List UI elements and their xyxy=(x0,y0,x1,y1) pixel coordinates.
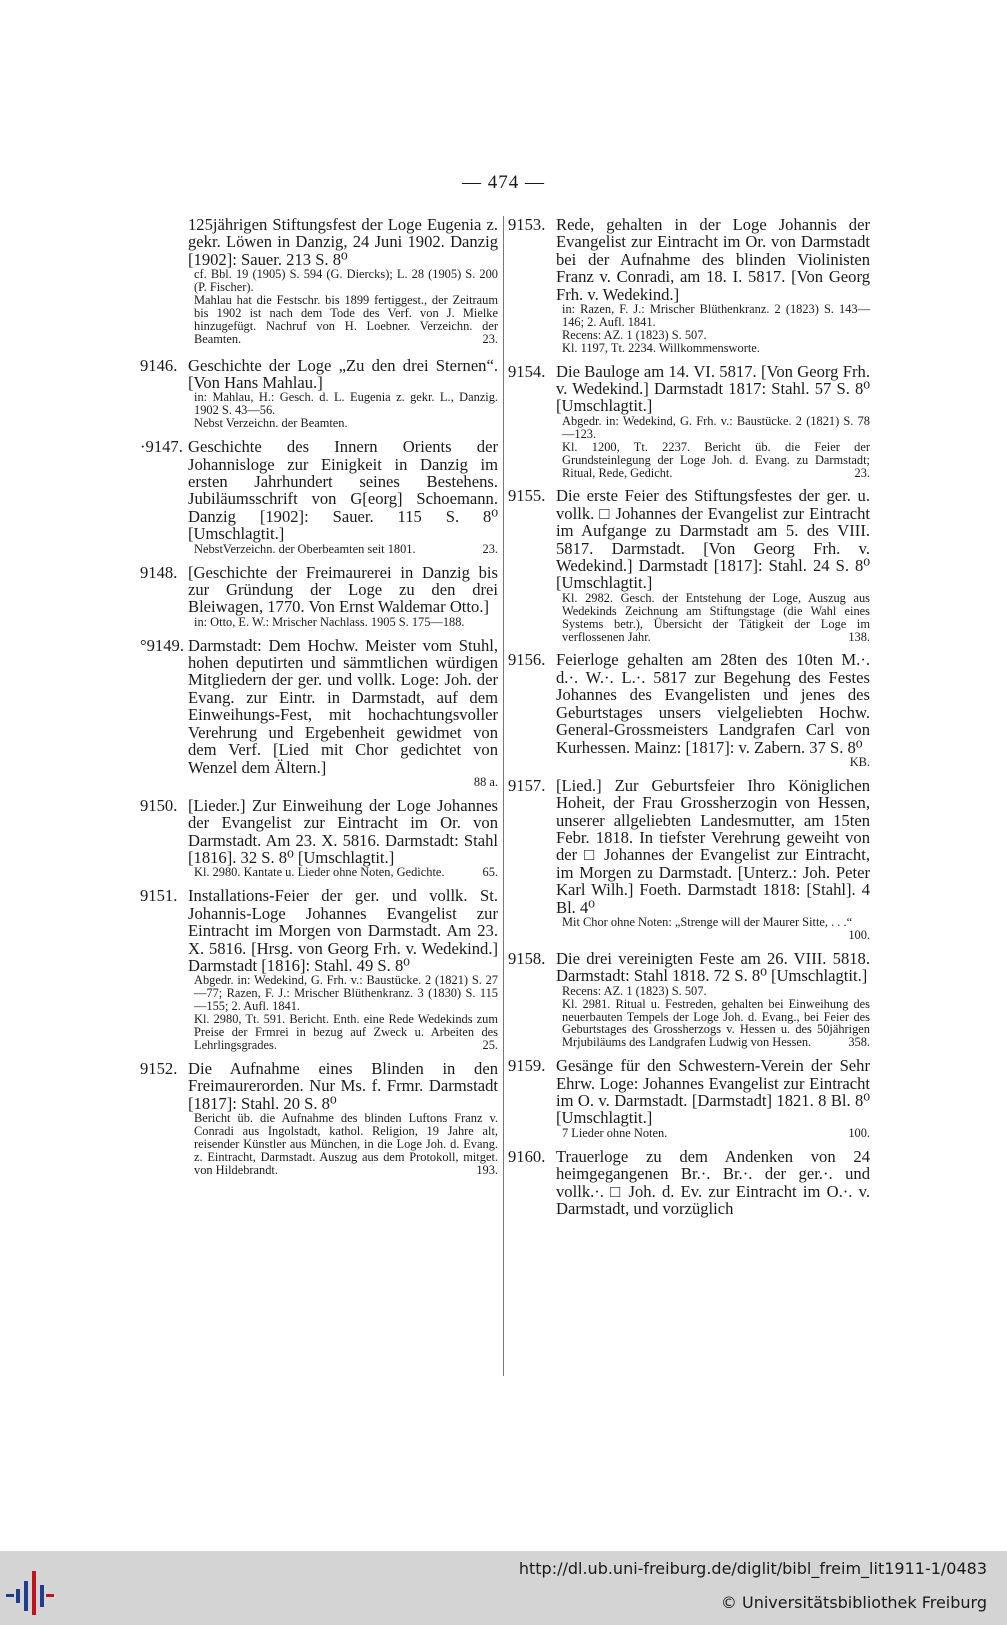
bibliography-entry xyxy=(508,777,870,942)
entry-note-text: Mahlau hat die Festschr. bis 1899 fertiggest., der Zeitraum bis 1902 ist nach dem Tode des Verf. von J. Mielke hinzugefügt. Nachruf von H. Loebner. Verzeichn. der Beamten. xyxy=(194,293,498,346)
bibliography-entry xyxy=(508,950,870,1049)
bibliography-entry xyxy=(140,887,498,1051)
bibliography-entry xyxy=(508,487,870,643)
bibliography-entry xyxy=(140,357,498,431)
entry-number: 9153. xyxy=(508,215,546,234)
copyright-text: © Universitätsbibliothek Freiburg xyxy=(720,1593,987,1612)
entry-number: 9159. xyxy=(508,1056,546,1076)
entry-text: [Lieder.] Zur Einweihung der Loge Johannes der Evangelist zur Eintracht im Or. von Darmstadt. Am 23. X. 5816. Darmstadt: Stahl [1816]. 32 S. 8⁰ [Umschlagtit.] xyxy=(188,795,498,868)
entry-note xyxy=(556,441,870,480)
entry-number: ·9147. xyxy=(140,437,183,457)
entry-reference-number: 138. xyxy=(848,629,870,644)
entry-reference-number: 100. xyxy=(848,1125,870,1140)
entry-reference-number: 100. xyxy=(848,927,870,942)
entry-number: 9154. xyxy=(508,361,546,381)
entry-note-text: cf. Bbl. 19 (1905) S. 594 (G. Diercks); L. 28 (1905) S. 200 (P. Fischer). xyxy=(194,267,498,295)
entry-note-text: Kl. 1197, Tt. 2234. Willkommensworte. xyxy=(562,340,760,355)
entry-note-text: Recens: AZ. 1 (1823) S. 507. xyxy=(562,983,707,998)
entry-note xyxy=(556,342,870,355)
entry-reference-number: 23. xyxy=(854,465,870,480)
entry-note-text: Abgedr. in: Wedekind, G. Frh. v.: Baustücke. 2 (1821) S. 78—123. xyxy=(562,413,870,441)
entry-note-text: Recens: AZ. 1 (1823) S. 507. xyxy=(562,327,707,342)
entry-note xyxy=(556,1127,870,1140)
entry-note-text: Mit Chor ohne Noten: „Strenge will der Maurer Sitte, . . .“ xyxy=(562,915,853,930)
entry-note-text: Kl. 2982. Gesch. der Entstehung der Loge, Auszug aus Wedekinds Zeichnung am Stiftungstage (die Wahl eines Systems betr.), Übersicht der Tätigkeit der Loge im verflossenen Jahr. xyxy=(562,590,870,644)
entry-reference-number: 23. xyxy=(482,331,498,346)
page-number: — 474 — xyxy=(462,172,545,193)
bibliography-entry xyxy=(140,216,498,346)
entry-note xyxy=(188,616,498,629)
entry-note xyxy=(188,974,498,1013)
entry-text: Die Bauloge am 14. VI. 5817. [Von Georg Frh. v. Wedekind.] Darmstadt 1817: Stahl. 57 S. 8⁰ [Umschlagtit.] xyxy=(556,361,870,416)
entry-text: Die drei vereinigten Feste am 26. VIII. 5818. Darmstadt: Stahl 1818. 72 S. 8⁰ [Umschlagtit.] xyxy=(556,948,870,986)
entry-text: Darmstadt: Dem Hochw. Meister vom Stuhl, hohen deputirten und sämmtlichen würdigen Mitgliedern der ger. und vollk. Loge: Joh. der Evang. zur Eintr. in Darmstadt, auf dem Einweihungs-Fest, mit hochachtungsvoller Verehrung und Ergebenheit gewidmet von dem Verf. [Lied mit Chor gedichtet von Wenzel dem Ältern.] xyxy=(188,635,498,777)
bibliography-entry xyxy=(140,637,498,789)
entry-note xyxy=(188,866,498,879)
entry-note xyxy=(556,303,870,329)
entry-text: Installations-Feier der ger. und vollk. St. Johannis-Loge Johannes Evangelist zur Eintracht im Morgen von Darmstadt. Am 23. X. 5816. [Hrsg. von Georg Frh. v. Wedekind.] Darmstadt [1816]: Stahl. 49 S. 8⁰ xyxy=(188,886,498,975)
entry-reference-number: 88 a. xyxy=(473,774,498,789)
bibliography-entry xyxy=(508,363,870,480)
entry-text: [Lied.] Zur Geburtsfeier Ihro Königlichen Hoheit, der Frau Grossherzogin von Hessen, unserer allgeliebten Landesmutter, am 15ten Febr. 1818. In tiefster Verehrung geweiht von der □ Johannes der Evangelist zur Eintracht, im Morgen zu Darmstadt. [Unterz.: Joh. Peter Karl Wilh.] Foeth. Darmstadt 1818: [Stahl]. 4 Bl. 4⁰ xyxy=(556,775,870,917)
bibliography-entry xyxy=(508,1148,870,1218)
entry-note-text: 7 Lieder ohne Noten. xyxy=(562,1125,668,1140)
entry-number: 9146. xyxy=(140,355,178,375)
entry-note xyxy=(556,592,870,644)
entry-reference-number: 23. xyxy=(482,541,498,556)
entry-number: 9152. xyxy=(140,1058,178,1078)
entry-text: 125jährigen Stiftungsfest der Loge Eugenia z. gekr. Löwen in Danzig, 24 Juni 1902. Danzig [1902]: Sauer. 213 S. 8⁰ xyxy=(188,215,498,269)
entry-note xyxy=(188,391,498,417)
bibliography-entry xyxy=(140,438,498,555)
entry-reference-number: 358. xyxy=(848,1035,870,1050)
entry-note xyxy=(556,415,870,441)
left-column xyxy=(140,216,498,1185)
entry-text: [Geschichte der Freimaurerei in Danzig bis zur Gründung der Loge zu den drei Bleiwagen, 1770. Von Ernst Waldemar Otto.] xyxy=(188,562,498,617)
entry-note-text: in: Mahlau, H.: Gesch. d. L. Eugenia z. gekr. L., Danzig. 1902 S. 43—56. xyxy=(194,390,498,418)
entry-number: 9160. xyxy=(508,1146,546,1166)
entry-text: Feierloge gehalten am 28ten des 10ten M.·. d.·. W.·. L.·. 5817 zur Begehung des Festes Johannes des Evangelisten und jenes des Geburtstages unsers vielgeliebten Hochw. General-Grossmeisters Landgrafen Carl von Kurhessen. Mainz: [1817]: v. Zabern. 37 S. 8⁰ xyxy=(556,650,870,757)
entry-number: 9156. xyxy=(508,650,546,670)
column-divider xyxy=(503,216,504,1376)
bibliography-entry xyxy=(140,797,498,880)
entry-note xyxy=(188,417,498,430)
entry-note xyxy=(556,998,870,1050)
right-column xyxy=(508,216,870,1225)
entry-number: 9148. xyxy=(140,562,178,582)
entry-text: Rede, gehalten in der Loge Johannis der Evangelist zur Eintracht im Or. von Darmstadt bei der Aufnahme des blinden Violinisten Franz v. Conradi, am 18. I. 5817. [Von Georg Frh. v. Wedekind.] xyxy=(556,215,870,304)
bibliography-entry xyxy=(508,216,870,355)
entry-note-text: Nebst Verzeichn. der Beamten. xyxy=(194,416,348,431)
entry-note xyxy=(188,1112,498,1177)
footer-bar xyxy=(0,1551,1007,1625)
entry-note-text: in: Otto, E. W.: Mrischer Nachlass. 1905 S. 175—188. xyxy=(194,614,465,629)
entry-note xyxy=(188,294,498,346)
entry-number: 9150. xyxy=(140,795,178,815)
entry-note-text: NebstVerzeichn. der Oberbeamten seit 1801. xyxy=(194,541,416,556)
entry-note-text: in: Razen, F. J.: Mrischer Blüthenkranz. 2 (1823) S. 143—146; 2. Aufl. 1841. xyxy=(562,302,870,329)
entry-number: 9155. xyxy=(508,486,546,506)
entry-number: °9149. xyxy=(140,635,184,655)
entry-note xyxy=(188,1013,498,1052)
entry-note-text: Abgedr. in: Wedekind, G. Frh. v.: Baustücke. 2 (1821) S. 27—77; Razen, F. J.: Mrischer Blüthenkranz. 3 (1830) S. 115—155; 2. Aufl. 1841. xyxy=(194,973,498,1014)
entry-reference-number: KB. xyxy=(849,754,870,769)
entry-number: 9151. xyxy=(140,886,178,906)
entry-reference-number: 193. xyxy=(476,1162,498,1177)
entry-text: Die Aufnahme eines Blinden in den Freimaurerorden. Nur Ms. f. Frmr. Darmstadt [1817]: Stahl. 20 S. 8⁰ xyxy=(188,1058,498,1113)
entry-text: Trauerloge zu dem Andenken von 24 heimgegangenen Br.·. Br.·. der ger.·. und vollk.·. □ Joh. d. Ev. zur Eintracht im O.·. v. Darmstadt, und vorzüglich xyxy=(556,1146,870,1218)
entry-text: Geschichte der Loge „Zu den drei Sternen“. [Von Hans Mahlau.] xyxy=(188,355,498,393)
source-url-link[interactable]: http://dl.ub.uni-freiburg.de/diglit/bibl_freim_lit1911-1/0483 xyxy=(518,1559,987,1578)
entry-reference-number: 65. xyxy=(482,865,498,880)
entry-note-text: Kl. 1200, Tt. 2237. Bericht üb. die Feier der Grundsteinlegung der Loge Joh. d. Evang. zu Darmstadt; Ritual, Rede, Gedicht. xyxy=(562,439,870,480)
bibliography-entry xyxy=(508,651,870,768)
entry-number: 9158. xyxy=(508,948,546,968)
entry-text: Die erste Feier des Stiftungsfestes der ger. u. vollk. □ Johannes der Evangelist zur Eintracht im Aufgange zu Darmstadt am 5. des VIII. 5817. Darmstadt. [Von Georg Frh. v. Wedekind.] Darmstadt [1817]: Stahl. 24 S. 8⁰ [Umschlagtit.] xyxy=(556,486,870,593)
entry-note-text: Bericht üb. die Aufnahme des blinden Luftons Franz v. Conradi aus Ingolstadt, kathol. Religion, 19 Jahre alt, reisender Künstler aus München, in die Loge Joh. d. Evang. z. Eintracht, Darmstadt. Auszug aus dem Protokoll, mitget. von Hildebrandt. xyxy=(194,1111,498,1177)
entry-text: Gesänge für den Schwestern-Verein der Sehr Ehrw. Loge: Johannes Evangelist zur Eintracht im O. v. Darmstadt. [Darmstadt] 1821. 8 Bl. 8⁰ [Umschlagtit.] xyxy=(556,1056,870,1128)
entry-note xyxy=(556,916,870,942)
entry-note xyxy=(188,268,498,294)
entry-text: Geschichte des Innern Orients der Johannisloge zur Einigkeit in Danzig im ersten Jahrhundert seines Bestehens. Jubiläumsschrift von G[eorg] Schoemann. Danzig [1902]: Sauer. 115 S. 8⁰ [Umschlagtit.] xyxy=(188,437,498,544)
bibliography-entry xyxy=(508,1057,870,1140)
entry-note-text: Kl. 2980. Kantate u. Lieder ohne Noten, Gedichte. xyxy=(194,865,445,880)
bibliography-entry xyxy=(140,564,498,629)
entry-note-text: Kl. 2981. Ritual u. Festreden, gehalten bei Einweihung des neuerbauten Tempels der Loge Joh. d. Evang., bei Feier des Geburtstages des Grossherzogs v. Hessen u. des 50jährigen Mrjubiläums des Landgrafen Ludwig von Hessen. xyxy=(562,996,870,1050)
entry-note xyxy=(556,756,870,769)
entry-note xyxy=(188,776,498,789)
entry-note-text: Kl. 2980, Tt. 591. Bericht. Enth. eine Rede Wedekinds zum Preise der Frmrei in bezug auf Zweck u. Arbeiten des Lehrlingsgrades. xyxy=(194,1012,498,1052)
library-logo-icon xyxy=(4,1567,56,1619)
entry-note xyxy=(188,543,498,556)
bibliography-entry xyxy=(140,1060,498,1177)
entry-reference-number: 25. xyxy=(482,1037,498,1052)
entry-number: 9157. xyxy=(508,775,546,795)
